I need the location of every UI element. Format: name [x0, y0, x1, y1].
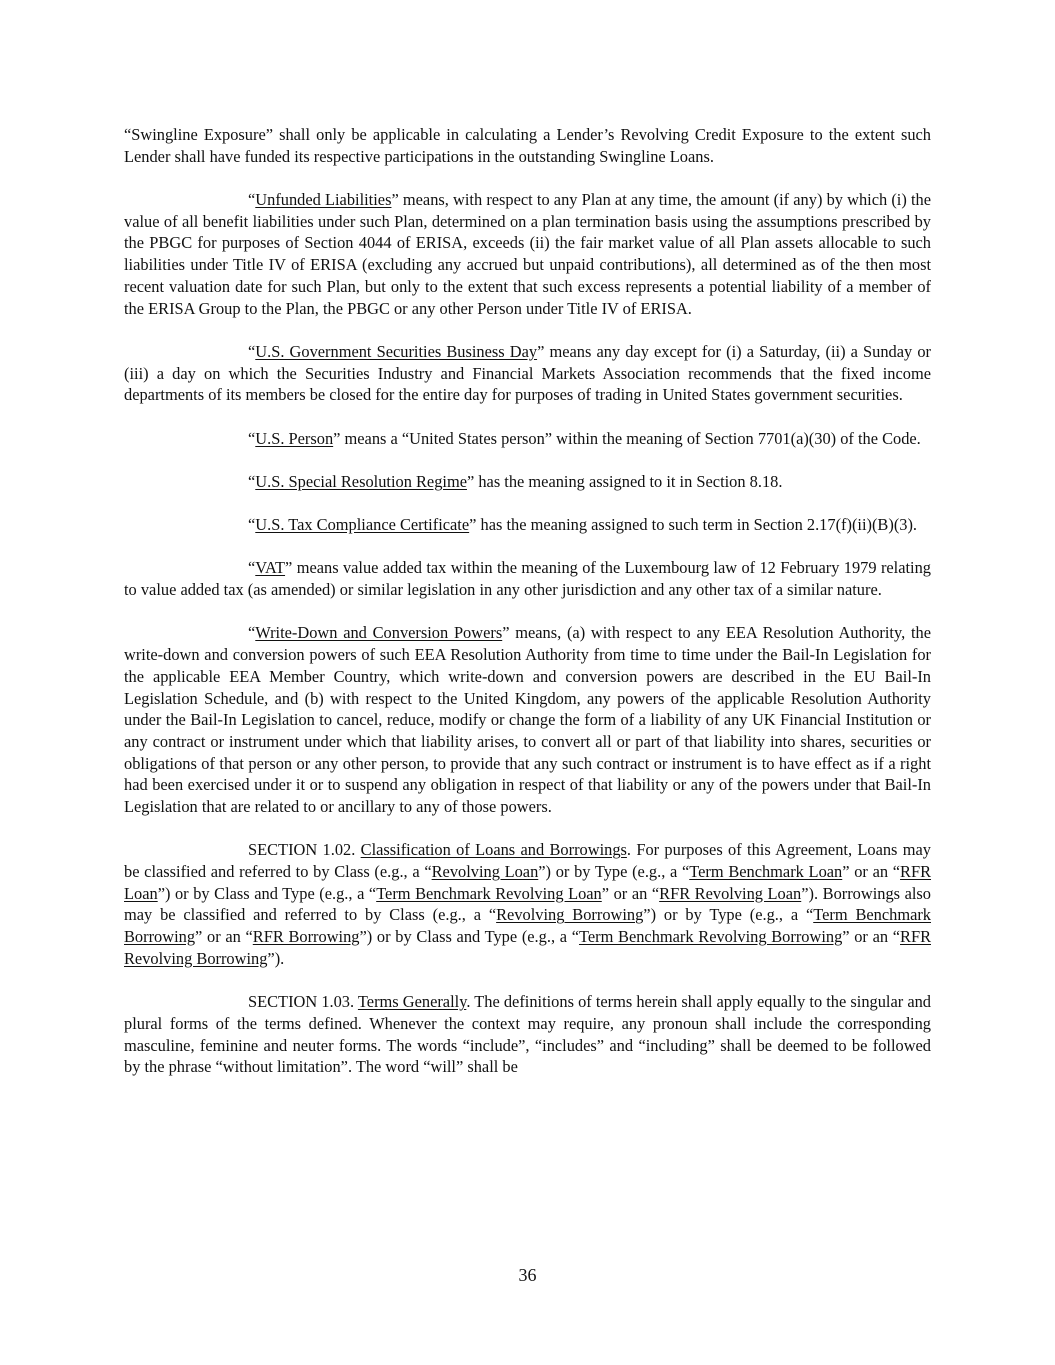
definition-us-government-securities-business-day	[124, 341, 931, 406]
defined-term: Write-Down and Conversion Powers	[255, 623, 503, 643]
section-text: ”) or by Class and Type (e.g., a “	[359, 927, 579, 947]
open-quote: “	[248, 471, 256, 491]
term-rfr-borrowing: RFR Borrowing	[252, 927, 360, 947]
open-quote: “	[248, 515, 256, 535]
term-term-benchmark-borrowing: Term Benchmark Borrowing	[124, 905, 931, 947]
term-rfr-revolving-loan: RFR Revolving Loan	[659, 883, 802, 903]
defined-term: U.S. Government Securities Business Day	[255, 341, 538, 361]
defined-term: U.S. Tax Compliance Certificate	[255, 515, 470, 535]
open-quote: “	[248, 341, 256, 361]
term-revolving-loan: Revolving Loan	[431, 862, 539, 882]
defined-term: Unfunded Liabilities	[255, 190, 392, 209]
open-quote: “	[248, 623, 256, 643]
definition-text: ” means, (a) with respect to any EEA Resolution Authority, the write-down and conversion powers of such EEA Resolution Authority from time to time under the Bail-In Legislation for the applicable EEA Member Country, which write-down and conversion powers are described in the EU Bail-In Legislation Schedule, and (b) with respect to the United Kingdom, any powers of the applicable Resolution Authority under the Bail-In Legislation to cancel, reduce, modify or change the form of a liability of any UK Financial Institution or any contract or instrument under which that liability arises, to convert all or part of that liability into shares, securities or obligations of that person or any other person, to provide that any such contract or instrument is to have effect as if a right had been exercised under it or to suspend any obligation in respect of that liability or any of the powers under that Bail-In Legislation that are related to or ancillary to any of those powers.	[124, 623, 931, 817]
section-text: ”) or by Class and Type (e.g., a “	[157, 883, 377, 903]
term-rfr-loan: RFR Loan	[124, 862, 932, 903]
term-term-benchmark-revolving-borrowing: Term Benchmark Revolving Borrowing	[578, 927, 843, 947]
definition-us-tax-compliance-certificate	[124, 514, 931, 536]
definition-text: ” means value added tax within the meaning of the Luxembourg law of 12 February 1979 relating to value added tax (as amended) or similar legislation in any other jurisdiction and any other tax of a similar nature.	[124, 558, 931, 600]
open-quote: “	[248, 558, 256, 578]
definition-text: ” has the meaning assigned to it in Section 8.18.	[466, 471, 783, 491]
definition-text: ” means any day except for (i) a Saturday, (ii) a Sunday or (iii) a day on which the Securities Industry and Financial Markets Association recommends that the fixed income departments of its members be closed for the entire day for purposes of trading in United States government securities.	[124, 341, 931, 405]
term-rfr-revolving-borrowing: RFR Revolving Borrowing	[124, 927, 931, 968]
section-title: Classification of Loans and Borrowings	[360, 840, 627, 860]
section-label: SECTION 1.02.	[248, 840, 361, 860]
open-quote: “	[248, 428, 256, 448]
section-text: ”). Borrowings also may be classified and referred to by Class (e.g., a “	[124, 883, 931, 925]
section-text: . The definitions of terms herein shall apply equally to the singular and plural forms of the terms defined. Whenever the context may require, any pronoun shall include the corresponding masculine, feminine and neuter forms. The words “include”, “includes” and “including” shall be deemed to be followed by the phrase “without limitation”. The word “will” shall be	[124, 992, 931, 1077]
page-number: 36	[518, 1265, 537, 1285]
section-text: ” or an “	[195, 927, 253, 947]
paragraph-text: “Swingline Exposure” shall only be applicable in calculating a Lender’s Revolving Credit Exposure to the extent such Lender shall have funded its respective participations in the outstanding Swingline Loans.	[124, 125, 931, 166]
section-text: ”).	[267, 948, 285, 968]
section-text: ”) or by Type (e.g., a “	[643, 905, 814, 925]
section-text: . For purposes of this Agreement, Loans may be classified and referred to by Class (e.g., a “	[124, 840, 931, 882]
section-label: SECTION 1.03.	[248, 992, 358, 1012]
definition-text: ” has the meaning assigned to such term in Section 2.17(f)(ii)(B)(3).	[469, 515, 918, 535]
defined-term: VAT	[255, 558, 286, 578]
section-text: ” or an “	[842, 927, 901, 947]
section-text: ”) or by Type (e.g., a “	[538, 862, 690, 882]
section-text: ” or an “	[842, 862, 901, 882]
paragraph-swingline-exposure-continuation	[124, 124, 931, 167]
definition-write-down-and-conversion-powers	[124, 622, 931, 817]
definition-text: ” means, with respect to any Plan at any time, the amount (if any) by which (i) the value of all benefit liabilities under such Plan, determined on a plan termination basis using the assumptions prescribed by the PBGC for purposes of Section 4044 of ERISA, exceeds (ii) the fair market value of all Plan assets allocable to such liabilities under Title IV of ERISA (excluding any accrued but unpaid contributions), all determined as of the then most recent valuation date for such Plan, but only to the extent that such excess represents a potential liability of a member of the ERISA Group to the Plan, the PBGC or any other Person under Title IV of ERISA.	[124, 190, 931, 318]
definition-unfunded-liabilities	[124, 189, 931, 319]
defined-term: U.S. Person	[255, 428, 334, 448]
section-text: ” or an “	[601, 883, 660, 903]
defined-term: U.S. Special Resolution Regime	[255, 471, 467, 491]
definition-vat	[124, 557, 931, 600]
definition-text: ” means a “United States person” within the meaning of Section 7701(a)(30) of the Code.	[333, 428, 921, 448]
section-1-02	[124, 839, 931, 969]
definition-us-person	[124, 428, 931, 450]
term-term-benchmark-revolving-loan: Term Benchmark Revolving Loan	[376, 883, 602, 903]
term-term-benchmark-loan: Term Benchmark Loan	[689, 862, 843, 882]
definition-us-special-resolution-regime	[124, 471, 931, 493]
document-page	[124, 124, 931, 1100]
term-revolving-borrowing: Revolving Borrowing	[496, 905, 644, 925]
section-title: Terms Generally	[357, 992, 467, 1012]
section-1-03	[124, 991, 931, 1078]
open-quote: “	[248, 190, 256, 209]
